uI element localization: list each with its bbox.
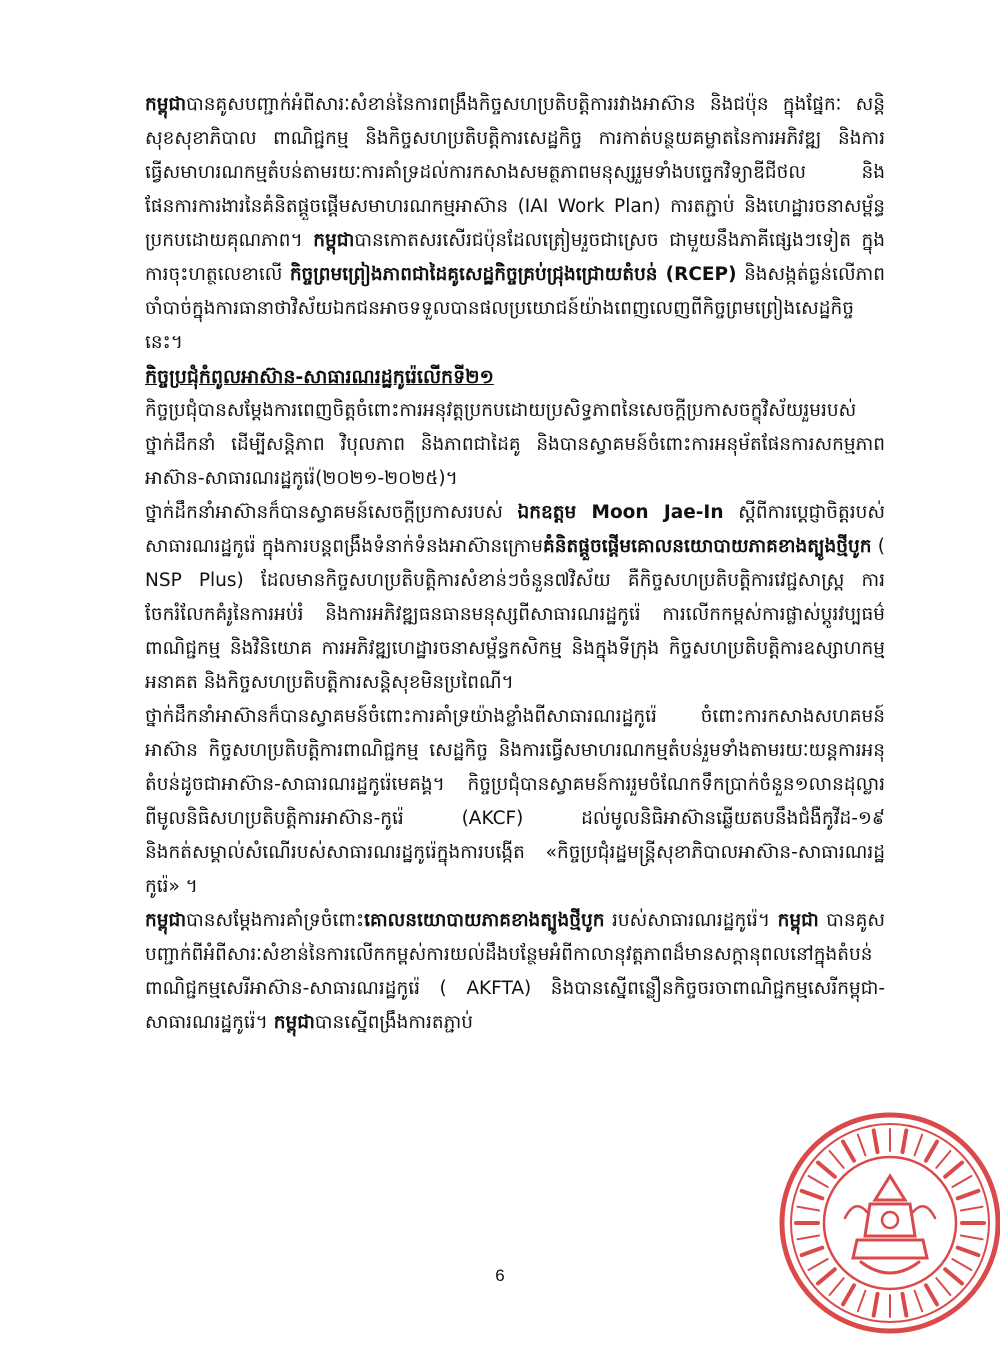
stamp-script-mark bbox=[952, 1176, 971, 1187]
stamp-script-mark bbox=[903, 1130, 907, 1152]
stamp-script-mark bbox=[945, 1163, 962, 1177]
paragraph-cambodia-japan bbox=[145, 88, 885, 360]
stamp-script-mark bbox=[797, 1236, 819, 1240]
stamp-script-mark bbox=[809, 1176, 828, 1187]
stamp-script-mark bbox=[818, 1269, 835, 1283]
text-run: របស់សាធារណរដ្ឋកូរ៉េ។ bbox=[604, 910, 778, 931]
text-run: ស្តីពីការប្តេជ្ញាចិត្តរបស់សាធារណរដ្ឋកូរ៉េ ក្នុងការបន្តពង្រឹងទំនាក់ទំនងអាស៊ានក្រោម bbox=[145, 502, 886, 557]
paragraph-nsp-plus bbox=[145, 496, 885, 700]
stamp-script-mark bbox=[802, 1191, 823, 1199]
text-run: និងសង្កត់ធ្ងន់លើភាពចាំបាច់ក្នុងការធានាថាវិស័យឯកជនអាចទទួលបានផលប្រយោជន៍យ៉ាងពេញលេញពីកិច្ចព្រមព្រៀងសេដ្ឋកិច្ចនេះ។ bbox=[145, 264, 885, 353]
stamp-script-mark bbox=[952, 1259, 971, 1270]
stamp-script-mark bbox=[903, 1294, 907, 1316]
bold-text-run: គោលនយោបាយភាគខាងត្បូងថ្មីបូក bbox=[364, 910, 605, 931]
stamp-script-mark bbox=[843, 1285, 854, 1304]
stamp-script-mark bbox=[818, 1163, 835, 1177]
bold-text-run: កម្ពុជា bbox=[145, 94, 187, 115]
section-heading-asean-korea-summit: កិច្ចប្រជុំកំពូលអាស៊ាន-សាធារណរដ្ឋកូរ៉េលើកទី២១ bbox=[145, 366, 494, 388]
official-seal-icon bbox=[775, 1108, 1000, 1338]
text-run: បានគូសបញ្ជាក់ពីអំពីសារៈសំខាន់នៃការលើកកម្ពស់ការយល់ដឹងបន្ថែមអំពីកាលានុវត្តភាពដ៏មានសក្តានុពលនៅក្នុងតំបន់ពាណិជ្ជកម្មសេរីអាស៊ាន-សាធារណរដ្ឋកូរ៉េ ( AKFTA) និងបានស្នើពន្លឿនកិច្ចចរចាពាណិជ្ជកម្មសេរីកម្ពុជា-សាធារណរដ្ឋកូរ៉េ។ bbox=[145, 910, 885, 1033]
text-run: បានសម្តែងការគាំទ្រចំពោះ bbox=[186, 910, 365, 931]
text-run: ថ្នាក់ដឹកនាំអាស៊ានក៏បានស្វាគមន៍ចំពោះការគាំទ្រយ៉ាងខ្លាំងពីសាធារណរដ្ឋកូរ៉េ ចំពោះការកសាងសហគមន៍អាស៊ាន កិច្ចសហប្រតិបត្តិការពាណិជ្ជកម្ម សេដ្ឋកិច្ច និងការធ្វើសមាហរណកម្មតំបន់រួមទាំងតាមរយៈយន្តការអនុតំបន់ដូចជាអាស៊ាន-សាធារណរដ្ឋកូរ៉េមេគង្គ។ កិច្ចប្រជុំបានស្វាគមន៍ការរួមចំណែកទឹកប្រាក់ចំនួន១លានដុល្លារ ពីមូលនិធិសហប្រតិបត្តិការអាស៊ាន-កូរ៉េ (AKCF) ដល់មូលនិធិអាស៊ានឆ្លើយតបនឹងជំងឺកូវីដ-១៩ និងកត់សម្គាល់សំណើរបស់សាធារណរដ្ឋកូរ៉េក្នុងការបង្កើត «កិច្ចប្រជុំរដ្ឋមន្ត្រីសុខាភិបាលអាស៊ាន-សាធារណរដ្ឋកូរ៉េ» ។ bbox=[145, 706, 885, 897]
bold-text-run: គំនិតផ្តួចផ្តើមគោលនយោបាយភាគខាងត្បូងថ្មីបូក bbox=[543, 536, 872, 557]
stamp-script-mark bbox=[961, 1236, 983, 1240]
stamp-script-mark bbox=[945, 1269, 962, 1283]
stamp-script-mark bbox=[936, 1278, 950, 1295]
stamp-script-mark bbox=[858, 1291, 866, 1312]
bold-text-run: កម្ពុជា bbox=[273, 1012, 315, 1033]
stamp-script-mark bbox=[809, 1259, 828, 1270]
stamp-script-mark bbox=[936, 1151, 950, 1168]
document-body bbox=[145, 88, 885, 1040]
stamp-script-mark bbox=[797, 1207, 819, 1211]
bold-text-run: ឯកឧត្តម Moon Jae-In bbox=[517, 502, 724, 523]
bold-text-run: កម្ពុជា bbox=[145, 910, 187, 931]
paragraph-cambodia-korea bbox=[145, 904, 885, 1040]
text-run: ថ្នាក់ដឹកនាំអាស៊ានក៏បានស្វាគមន៍សេចក្តីប្រកាសរបស់ bbox=[145, 502, 518, 523]
stamp-script-mark bbox=[926, 1285, 937, 1304]
stamp-script-mark bbox=[830, 1151, 844, 1168]
stamp-script-mark bbox=[926, 1142, 937, 1161]
stamp-script-mark bbox=[915, 1291, 923, 1312]
stamp-script-mark bbox=[874, 1130, 878, 1152]
bold-text-run: កម្ពុជា bbox=[313, 230, 355, 251]
stamp-script-mark bbox=[843, 1142, 854, 1161]
stamp-script-mark bbox=[958, 1191, 979, 1199]
bold-text-run: កម្ពុជា bbox=[777, 910, 819, 931]
stamp-script-mark bbox=[802, 1248, 823, 1256]
stamp-script-mark bbox=[830, 1278, 844, 1295]
stamp-script-mark bbox=[961, 1207, 983, 1211]
stamp-script-mark bbox=[958, 1248, 979, 1256]
stamp-script-mark bbox=[915, 1135, 923, 1156]
stamp-script-mark bbox=[874, 1294, 878, 1316]
page-number: 6 bbox=[495, 1266, 505, 1285]
paragraph-korea-support bbox=[145, 700, 885, 904]
bold-text-run: កិច្ចព្រមព្រៀងភាពជាដៃគូសេដ្ឋកិច្ចគ្រប់ជ្រុងជ្រោយតំបន់ (RCEP) bbox=[289, 264, 737, 285]
text-run: បានស្នើពង្រឹងការតភ្ជាប់ bbox=[314, 1012, 474, 1033]
text-run: ( NSP Plus) ដែលមានកិច្ចសហប្រតិបត្តិការសំខាន់ៗចំនួន៧វិស័យ គឺកិច្ចសហប្រតិបត្តិការវេជ្ជសាស្ត្រ ការចែករំលែកគំរូនៃការអប់រំ និងការអភិវឌ្ឍធនធានមនុស្សពីសាធារណរដ្ឋកូរ៉េ ការលើកកម្ពស់ការផ្លាស់ប្តូរវប្បធម៌ ពាណិជ្ជកម្ម និងវិនិយោគ ការអភិវឌ្ឍហេដ្ឋារចនាសម្ព័ន្ធកសិកម្ម និងក្នុងទីក្រុង កិច្ចសហប្រតិបត្តិការឧស្សាហកម្មអនាគត និងកិច្ចសហប្រតិបត្តិការសន្តិសុខមិនប្រពៃណី។ bbox=[145, 536, 885, 693]
stamp-script-mark bbox=[858, 1135, 866, 1156]
paragraph-summit-satisfaction bbox=[145, 394, 885, 496]
text-run: បានកោតសរសើរជប៉ុនដែលត្រៀមរួចជាស្រេច ជាមួយនឹងភាគីផ្សេងៗទៀត ក្នុងការចុះហត្ថលេខាលើ bbox=[145, 230, 886, 285]
text-run: បានគូសបញ្ជាក់អំពីសារៈសំខាន់នៃការពង្រឹងកិច្ចសហប្រតិបត្តិការរវាងអាស៊ាន និងជប៉ុន ក្នុងផ្នែកៈ សន្តិសុខសុខាភិបាល ពាណិជ្ជកម្ម និងកិច្ចសហប្រតិបត្តិការសេដ្ឋកិច្ច ការកាត់បន្ថយគម្លាតនៃការអភិវឌ្ឍ និងការធ្វើសមាហរណកម្មតំបន់តាមរយៈការគាំទ្រដល់ការកសាងសមត្ថភាពមនុស្សរួមទាំងបច្ចេកវិទ្យាឌីជីថល និងផែនការការងារនៃគំនិតផ្តួចផ្តើមសមាហរណកម្មអាស៊ាន (IAI Work Plan) ការតភ្ជាប់ និងហេដ្ឋារចនាសម្ព័ន្ធប្រកបដោយគុណភាព។ bbox=[145, 94, 885, 251]
text-run: កិច្ចប្រជុំបានសម្តែងការពេញចិត្តចំពោះការអនុវត្តប្រកបដោយប្រសិទ្ធភាពនៃសេចក្តីប្រកាសចក្ខុវិស័យរួមរបស់ថ្នាក់ដឹកនាំ ដើម្បីសន្តិភាព វិបុលភាព និងភាពជាដៃគូ និងបានស្វាគមន៍ចំពោះការអនុម័តផែនការសកម្មភាពអាស៊ាន-សាធារណរដ្ឋកូរ៉េ(២០២១-២០២៥)។ bbox=[145, 400, 885, 489]
